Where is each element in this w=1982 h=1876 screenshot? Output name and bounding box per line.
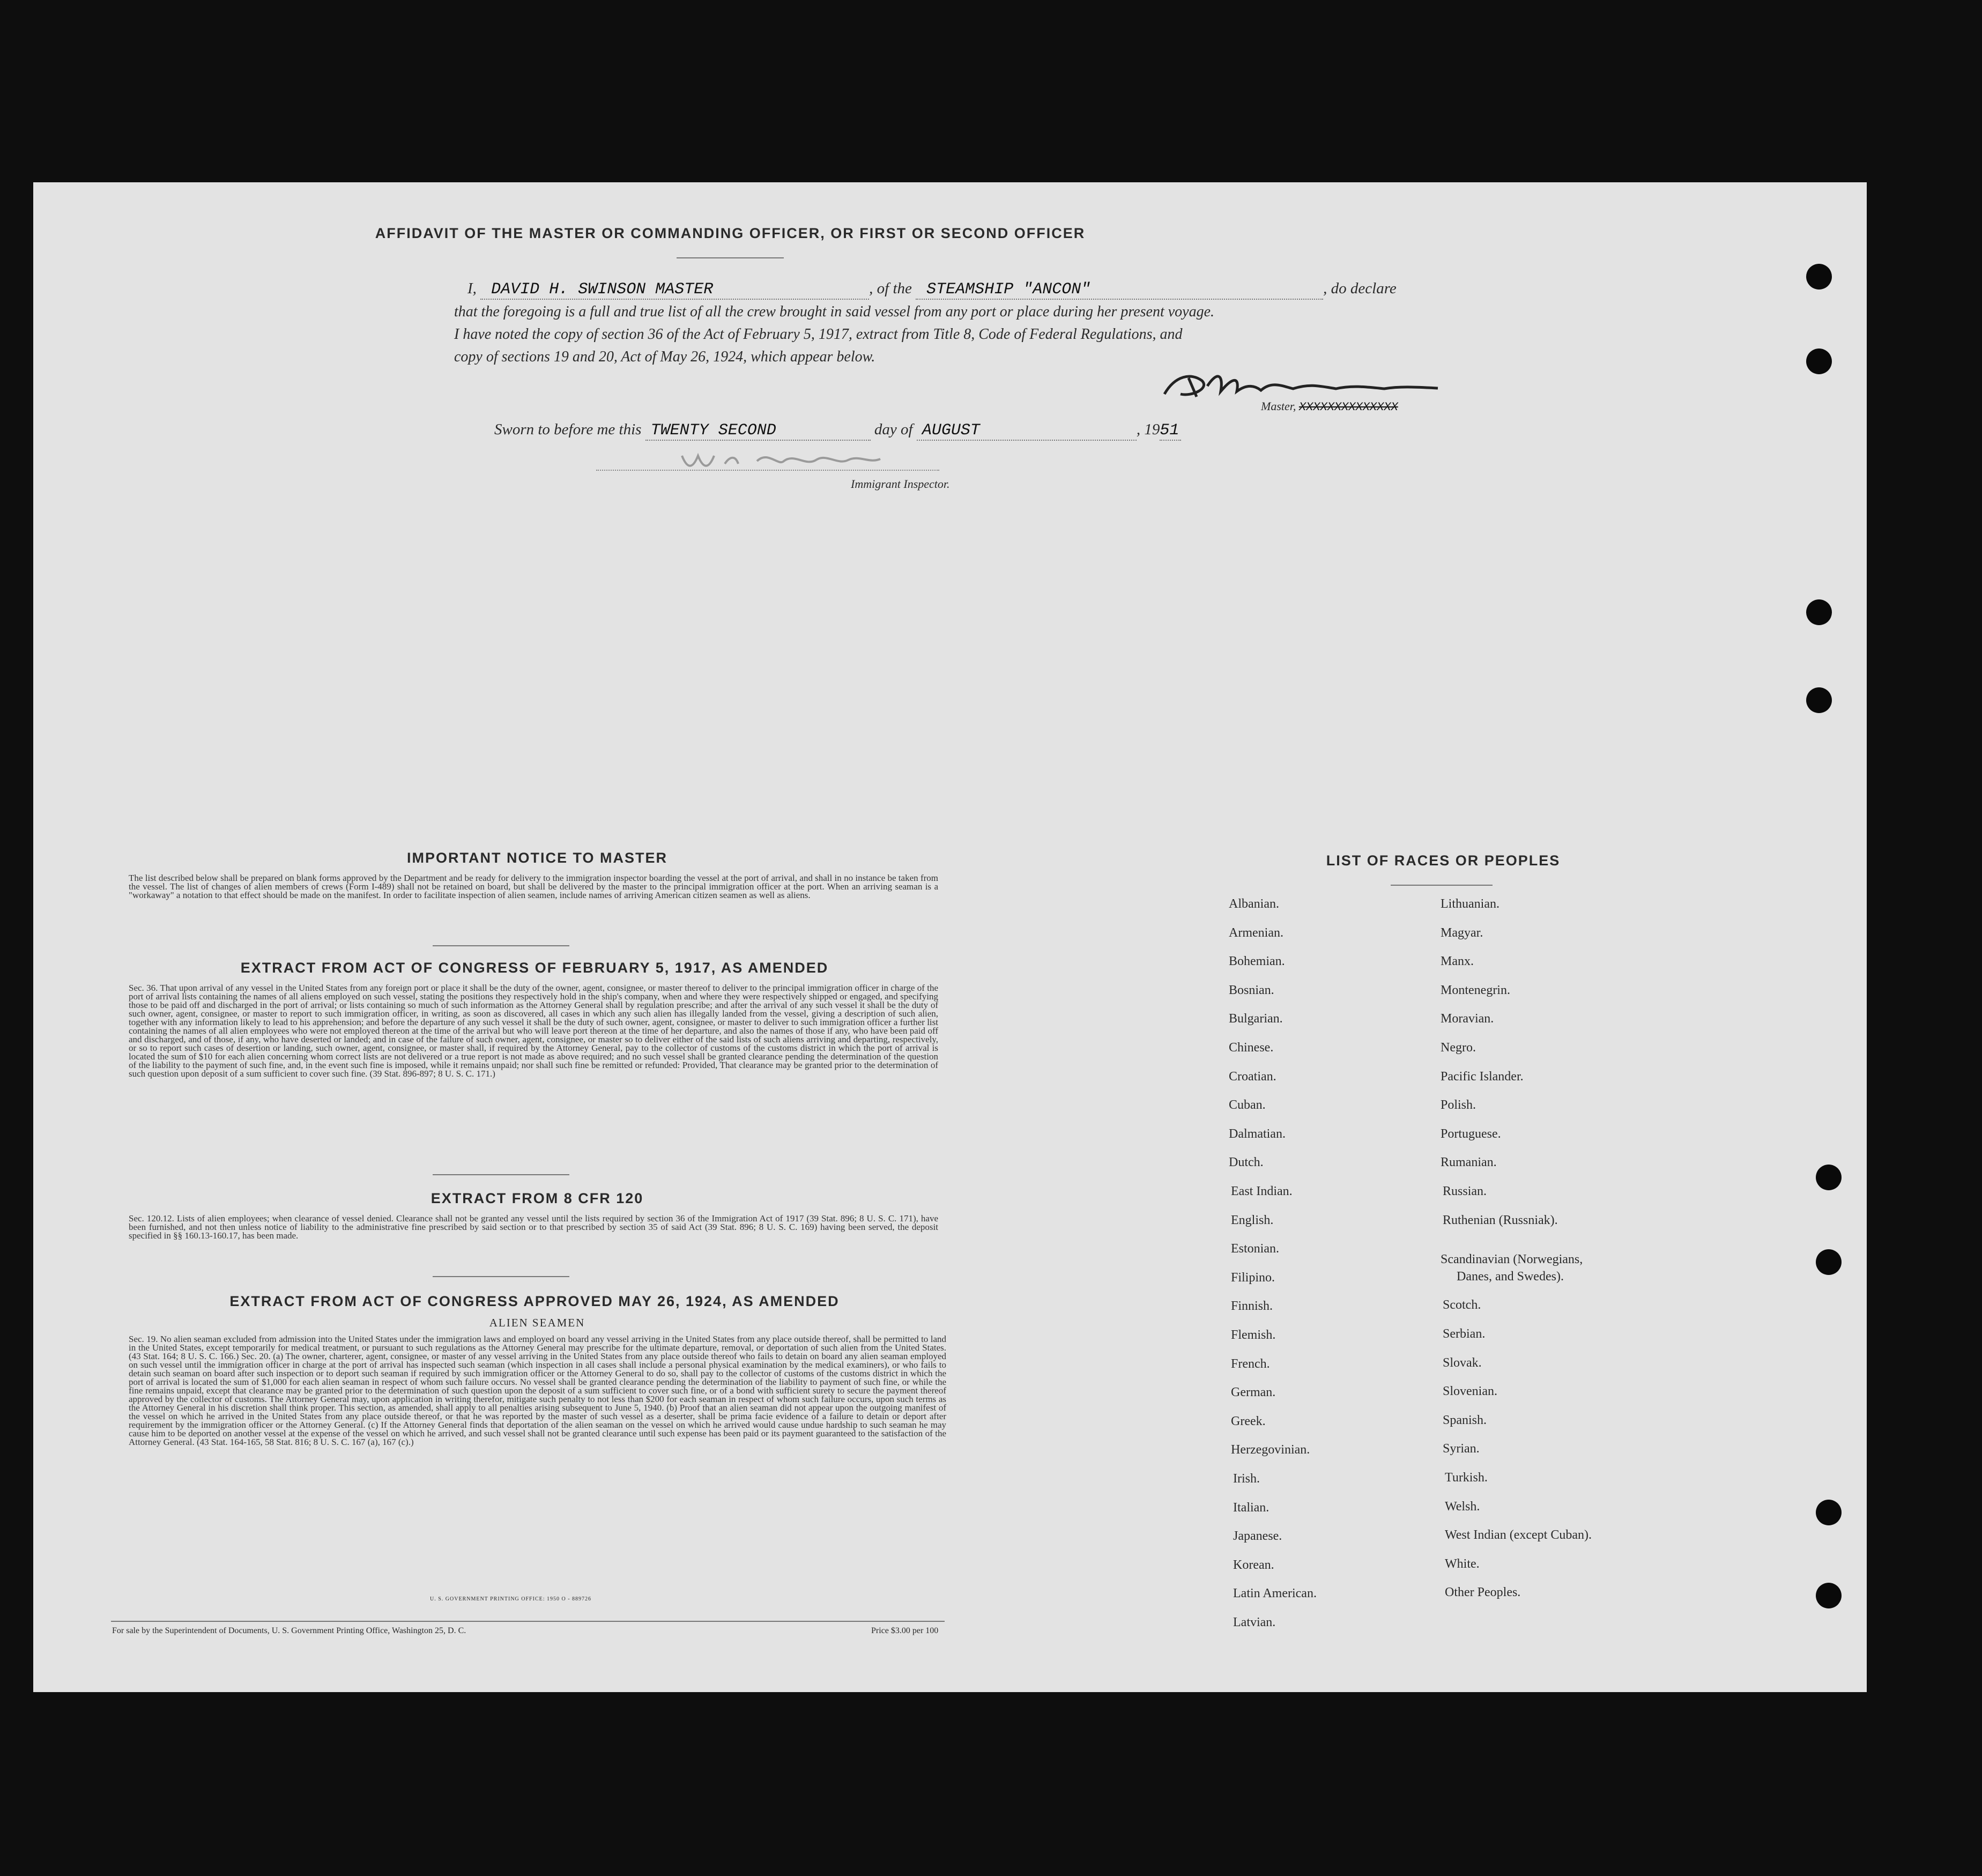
extract-cfr-title: EXTRACT FROM 8 CFR 120: [430, 1190, 644, 1206]
binder-hole: [1806, 348, 1832, 374]
race-item: Negro.: [1441, 1041, 1476, 1055]
race-item: Herzegovinian.: [1231, 1443, 1310, 1457]
race-item: Serbian.: [1443, 1327, 1486, 1341]
race-item: Portuguese.: [1441, 1126, 1501, 1141]
race-item: Dutch.: [1229, 1155, 1264, 1170]
affidavit-line-1: [467, 280, 1397, 300]
race-item: French.: [1231, 1356, 1270, 1371]
alien-seamen-subtitle: ALIEN SEAMEN: [489, 1316, 585, 1329]
affidavit-line-2: that the foregoing is a full and true list of all the crew brought in said vessel from any port or place during her present voyage.: [454, 303, 1215, 320]
divider-3: [433, 1276, 569, 1277]
struck-out-title: XXXXXXXXXXXXXX: [1298, 401, 1398, 414]
affidavit-title: AFFIDAVIT OF THE MASTER OR COMMANDING OFFICER, OR FIRST OR SECOND OFFICER: [375, 225, 1086, 241]
year-field: 51: [1160, 421, 1181, 441]
divider-1: [433, 945, 569, 946]
do-declare-text: , do declare: [1323, 280, 1397, 297]
race-item: Danes, and Swedes).: [1457, 1269, 1564, 1284]
race-item: Greek.: [1231, 1414, 1266, 1428]
race-item: East Indian.: [1231, 1184, 1293, 1198]
notice-title: IMPORTANT NOTICE TO MASTER: [407, 850, 667, 866]
binder-hole: [1816, 1165, 1842, 1190]
race-item: Other Peoples.: [1445, 1585, 1521, 1600]
race-item: Magyar.: [1441, 925, 1483, 940]
divider-2: [433, 1174, 569, 1175]
footer-price-text: Price $3.00 per 100: [871, 1626, 939, 1635]
notice-text: The list described below shall be prepared on blank forms approved by the Department and be ready for delivery to the immigration inspector boarding the vessel at the port of arrival, and shall in no instance be taken from the vessel. The list of changes of alien members of crews (Form I-489) shall not be retained on board, but shall be delivered by the master to the principal immigration officer at the port. When an arriving seaman is a "workaway" a notation to that effect should be made on the manifest. In order to facilitate inspection of alien seamen, include names of arriving American citizen seamen as well as aliens.: [129, 873, 938, 900]
extract-cfr-text: Sec. 120.12. Lists of alien employees; when clearance of vessel denied. Clearance shall not be granted any vessel until the lists required by section 36 of the Immigration Act of 1917 (39 Stat. 896; 8 U. S. C. 171), have been furnished, and not then unless notice of liability to the administrative fine prescribed by said section or to that prescribed by section 35 of said Act (39 Stat. 896; 8 U. S. C. 169) having been served, the deposit specified in §§ 160.13-160.17, has been made.: [129, 1213, 938, 1241]
binder-hole: [1816, 1249, 1842, 1275]
sworn-text: Sworn to before me this: [494, 421, 642, 438]
race-item: Scandinavian (Norwegians,: [1441, 1252, 1583, 1267]
race-item: Scotch.: [1443, 1298, 1481, 1313]
races-divider: [1391, 885, 1493, 886]
race-item: English.: [1231, 1213, 1274, 1227]
race-item: Latin American.: [1233, 1586, 1317, 1601]
race-item: Lithuanian.: [1441, 897, 1500, 911]
race-item: Korean.: [1233, 1558, 1274, 1572]
race-item: Spanish.: [1443, 1413, 1487, 1427]
extract-1924-text: Sec. 19. No alien seaman excluded from admission into the United States under the immigration laws and employed on board any vessel arriving in the United States from any place outside thereof, shall be permitted to land in the United States, except temporarily for medical treatment, or pursuant to such regulations as the Attorney General may prescribe for the ultimate departure, removal, or deportation of such alien from the United States. (43 Stat. 164; 8 U. S. C. 166.) Sec. 20. (a) The owner, charterer, agent, consignee, or master of any vessel arriving in the United States from any place outside thereof who fails to detain on board any alien seaman employed on such vessel until the immigration officer in charge at the port of arrival has inspected such seaman (which inspection in all cases shall include a personal physical examination by the medical examiners), or who fails to detain such seaman on board after such inspection or to deport such seaman if required by such immigration officer or the Attorney General to do so, shall pay to the collector of customs of the customs district in which the port of arrival is located the sum of $1,000 for each alien seaman in respect of whom such failure occurs. No vessel shall be granted clearance pending the determination of the liability to payment of such fine, or while the fine remains unpaid, except that clearance may be granted prior to the determination of such question upon the deposit of a sum sufficient to cover such fine, or of a bond with sufficient surety to secure the payment thereof approved by the collector of customs. The Attorney General may, upon application in writing therefor, mitigate such penalty to not less than $200 for each seaman in respect of whom such failure occurs, upon such terms as the Attorney General in his discretion shall think proper. This section, as amended, shall apply to all penalties arising subsequent to June 5, 1940. (b) Proof that an alien seaman did not appear upon the outgoing manifest of the vessel on which he arrived in the United States from any place outside thereof, or that he was reported by the master of such vessel as a deserter, shall be prima facie evidence of a failure to detain or deport after requirement by the immigration officer or the Attorney General. (c) If the Attorney General finds that deportation of the alien seaman on the vessel on which he arrived would cause undue hardship to such seaman he may cause him to be deported on another vessel at the expense of the vessel on which he arrived, and such vessel shall not be granted clearance until such expense has been paid or its payment guaranteed to the satisfaction of the Attorney General. (43 Stat. 164-165, 58 Stat. 816; 8 U. S. C. 167 (a), 167 (c).): [129, 1334, 946, 1447]
sworn-month-field: AUGUST: [917, 421, 1137, 441]
race-item: Cuban.: [1229, 1098, 1266, 1113]
binder-hole: [1806, 599, 1832, 625]
race-item: Slovak.: [1443, 1355, 1482, 1370]
race-item: Ruthenian (Russniak).: [1443, 1213, 1558, 1227]
document-page: [33, 182, 1867, 1692]
race-item: West Indian (except Cuban).: [1445, 1528, 1592, 1543]
race-item: Dalmatian.: [1229, 1126, 1286, 1141]
inspector-caption: Immigrant Inspector.: [851, 477, 950, 491]
extract-1917-title: EXTRACT FROM ACT OF CONGRESS OF FEBRUARY 5, 1917, AS AMENDED: [240, 960, 829, 976]
binder-hole: [1816, 1583, 1842, 1608]
race-item: White.: [1445, 1556, 1480, 1571]
race-item: Manx.: [1441, 954, 1474, 969]
race-item: Estonian.: [1231, 1242, 1279, 1256]
vessel-name-field: STEAMSHIP "ANCON": [916, 280, 1323, 300]
affidavit-line-4: copy of sections 19 and 20, Act of May 26, 1924, which appear below.: [454, 348, 875, 365]
race-item: Latvian.: [1233, 1615, 1276, 1629]
race-item: Montenegrin.: [1441, 983, 1510, 997]
race-item: Japanese.: [1233, 1529, 1282, 1544]
title-divider: [677, 257, 784, 258]
extract-1924-title: EXTRACT FROM ACT OF CONGRESS APPROVED MAY 26, 1924, AS AMENDED: [229, 1293, 840, 1309]
master-caption-label: Master,: [1261, 399, 1296, 413]
race-item: Russian.: [1443, 1184, 1487, 1198]
race-item: Polish.: [1441, 1098, 1476, 1113]
footer-sale-text: For sale by the Superintendent of Documents, U. S. Government Printing Office, Washington 25, D. C.: [112, 1626, 466, 1635]
race-item: Moravian.: [1441, 1012, 1494, 1026]
race-item: Italian.: [1233, 1500, 1270, 1515]
race-item: Irish.: [1233, 1472, 1260, 1486]
binder-hole: [1816, 1500, 1842, 1525]
race-item: Croatian.: [1229, 1069, 1276, 1084]
master-name-field: DAVID H. SWINSON MASTER: [480, 280, 869, 300]
race-item: Slovenian.: [1443, 1384, 1497, 1399]
race-item: Pacific Islander.: [1441, 1069, 1524, 1084]
race-item: Rumanian.: [1441, 1155, 1497, 1170]
race-item: Filipino.: [1231, 1270, 1275, 1285]
races-title: LIST OF RACES OR PEOPLES: [1326, 852, 1561, 869]
affidavit-line-3: I have noted the copy of section 36 of the Act of February 5, 1917, extract from Title 8, Code of Federal Regulations, and: [454, 326, 1183, 343]
race-item: Bohemian.: [1229, 954, 1285, 969]
race-item: Bosnian.: [1229, 983, 1274, 997]
inspector-signature: [677, 445, 902, 472]
race-item: German.: [1231, 1385, 1276, 1400]
race-item: Syrian.: [1443, 1442, 1480, 1456]
day-of-text: day of: [874, 421, 913, 438]
binder-hole: [1806, 264, 1832, 290]
extract-1917-text: Sec. 36. That upon arrival of any vessel in the United States from any foreign port or place it shall be the duty of the owner, agent, consignee, or master thereof to deliver to the principal immigration officer in charge of the port of arrival lists containing the names of all aliens employed on such vessel, stating the positions they respectively hold in the ship's company, when and where they were respectively shipped or engaged, and specifying those to be paid off and discharged in the port of arrival; or lists containing so much of such information as the Attorney General shall by regulation prescribe; and after the arrival of any such vessel it shall be the duty of such owner, agent, consignee, or master to report to such immigration officer, in writing, as soon as discovered, all cases in which any such alien has illegally landed from the vessel, giving a description of such alien, together with any information likely to lead to his apprehension; and before the departure of any such vessel it shall be the duty of such owner, agent, consignee, or master to deliver to such immigration officer a further list containing the names of all alien employees who were not employed thereon at the time of the arrival but who will leave port thereon at the time of her departure, and also the names of those if any, who have been paid off and discharged, and of those, if any, who have deserted or landed; and in case of the failure of such owner, agent, consignee, or master so to deliver either of the said lists of such aliens arriving and departing, respectively, or so to report such cases of desertion or landing, such owner, agent, consignee, or master shall, if required by the Attorney General, pay to the collector of customs of the customs district in which the port of arrival is located the sum of $10 for each alien concerning whom correct lists are not delivered or a true report is not made as above required; and no such vessel shall be granted clearance pending the determination of the question of the liability to the payment of such fine, and, in the event such fine is imposed, while it remains unpaid; nor shall such fine be remitted or refunded: Provided, That clearance may be granted prior to the determination of such question upon deposit of a sum sufficient to cover such fine. (39 Stat. 896-897; 8 U. S. C. 171.): [129, 983, 938, 1079]
footer-rule: [111, 1621, 945, 1622]
race-item: Armenian.: [1229, 925, 1283, 940]
sworn-line: [494, 421, 1181, 441]
gpo-imprint: U. S. GOVERNMENT PRINTING OFFICE: 1950 O - 889726: [430, 1596, 592, 1602]
race-item: Turkish.: [1445, 1471, 1488, 1485]
race-item: Bulgarian.: [1229, 1012, 1283, 1026]
race-item: Flemish.: [1231, 1328, 1276, 1342]
year-prefix: , 19: [1136, 421, 1160, 438]
race-item: Chinese.: [1229, 1041, 1274, 1055]
race-item: Finnish.: [1231, 1299, 1273, 1314]
affidavit-i: I,: [467, 280, 477, 297]
of-the-text: , of the: [869, 280, 912, 297]
sworn-day-field: TWENTY SECOND: [645, 421, 871, 441]
master-caption: [1261, 399, 1398, 414]
binder-hole: [1806, 687, 1832, 713]
race-item: Albanian.: [1229, 897, 1279, 911]
race-item: Welsh.: [1445, 1499, 1480, 1514]
